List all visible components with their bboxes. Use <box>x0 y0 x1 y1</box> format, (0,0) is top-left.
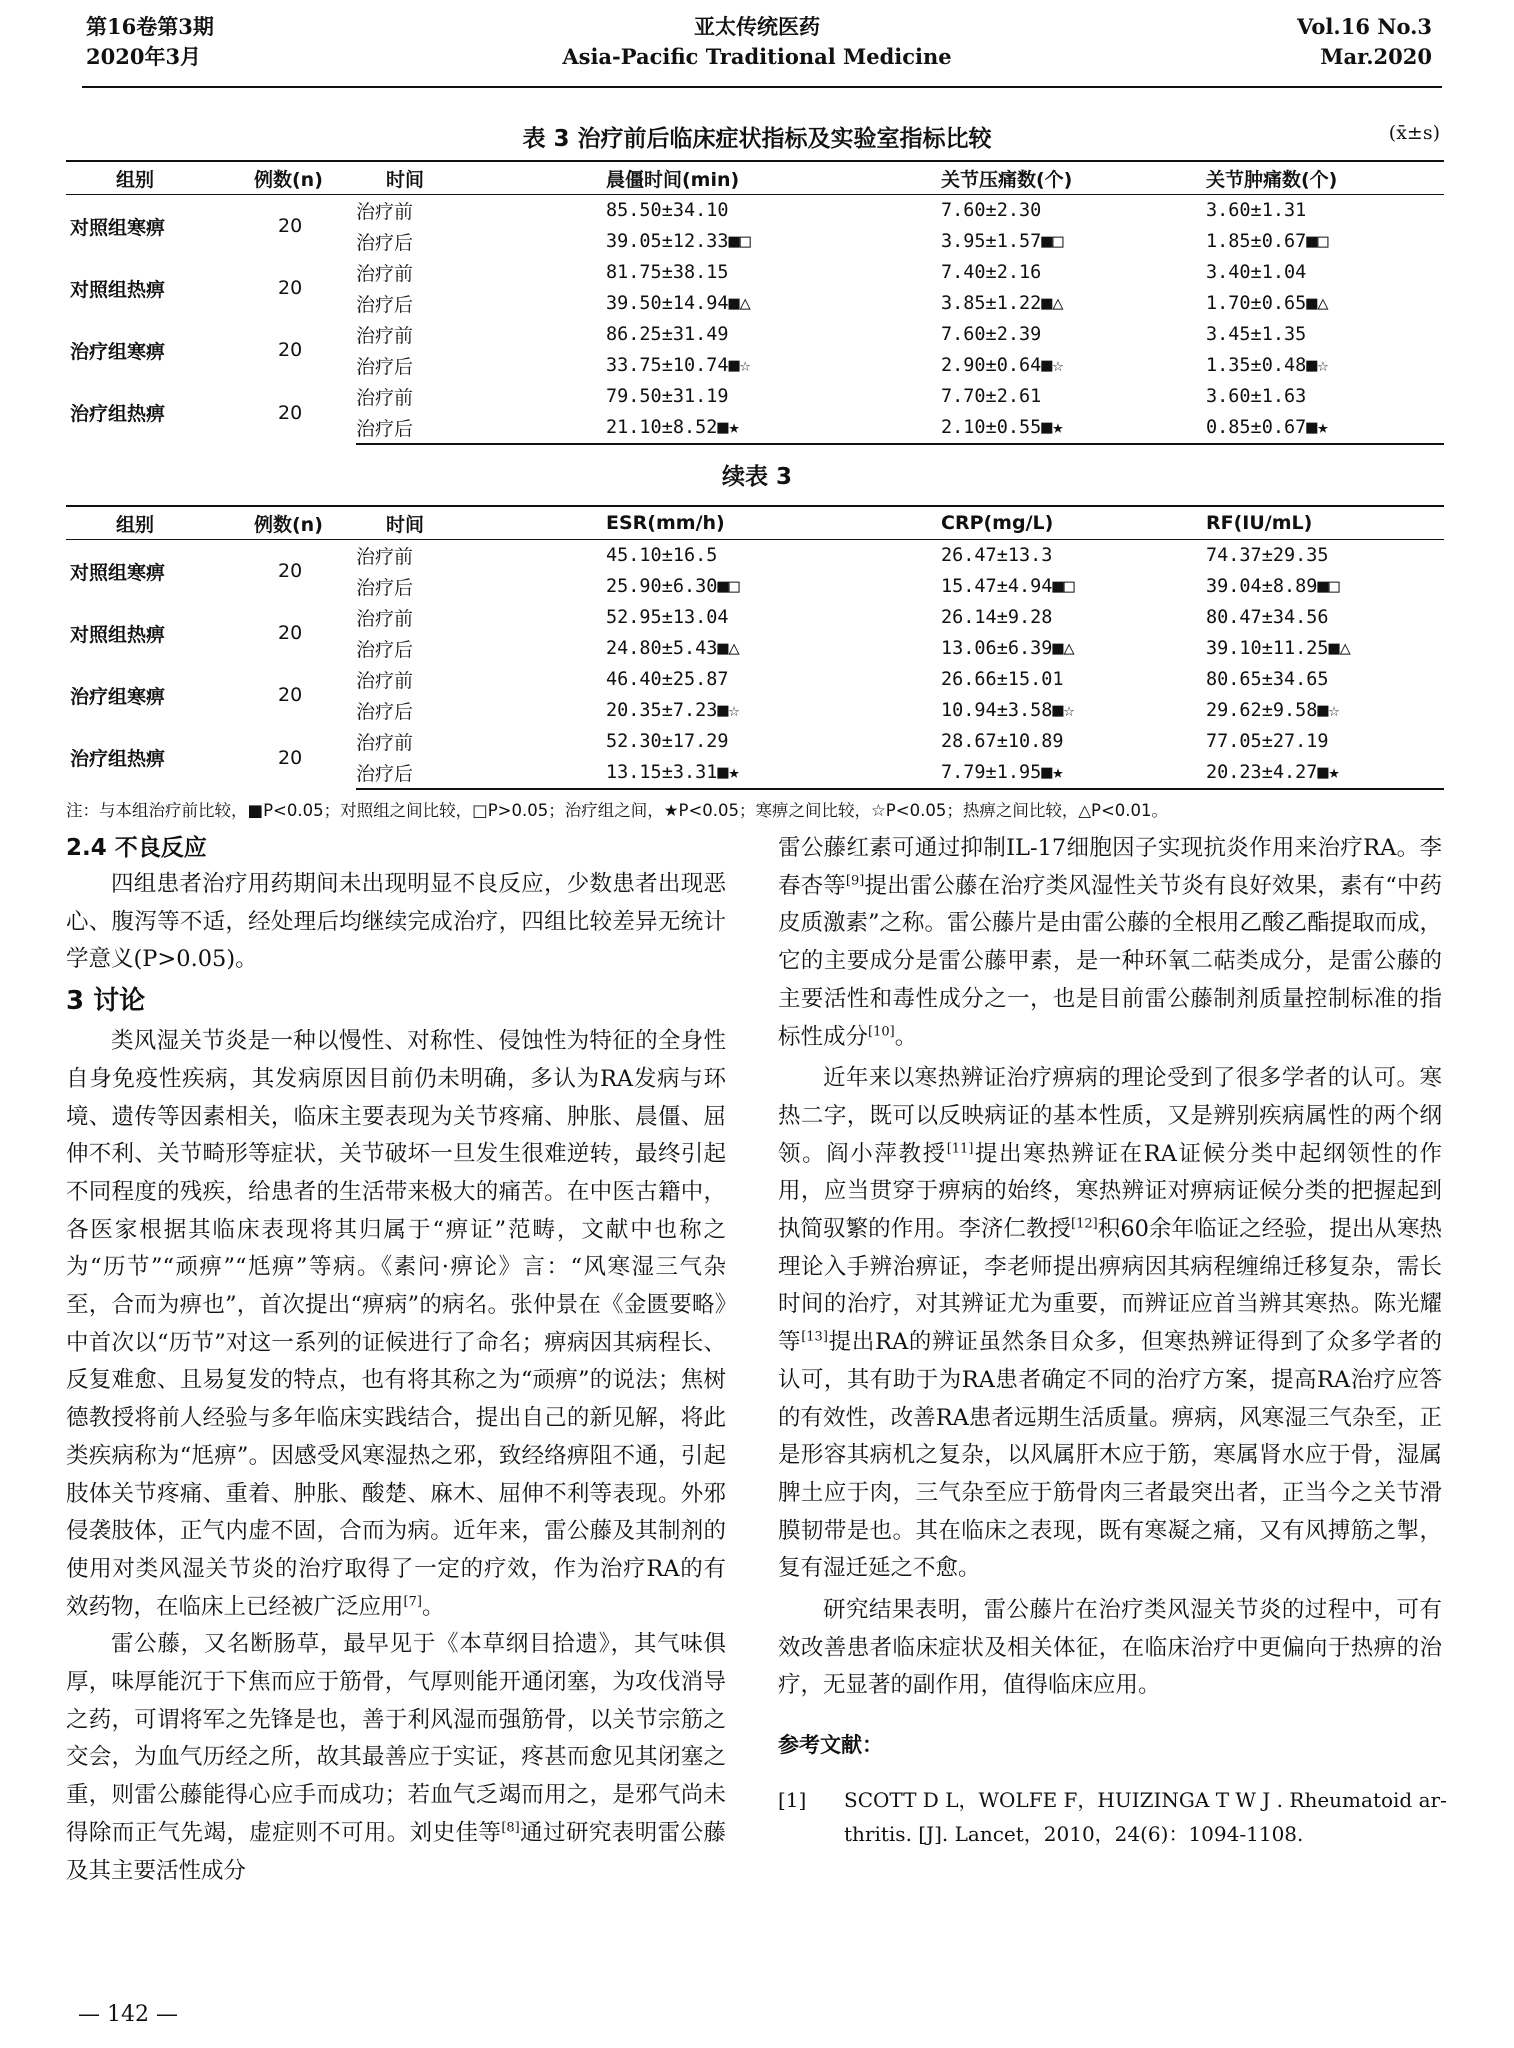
table-row <box>66 664 1444 695</box>
table-header-row <box>66 506 1444 540</box>
time-cell: 治疗后 <box>356 232 414 254</box>
count-cell: 20 <box>278 401 303 424</box>
value-cell-1: 39.05±12.33■□ <box>606 231 751 252</box>
time-cell: 治疗前 <box>356 608 414 630</box>
section-2-4-heading: 2.4 不良反应 <box>66 835 207 861</box>
conclusion-paragraph: 研究结果表明，雷公藤片在治疗类风湿关节炎的过程中，可有效改善患者临床症状及相关体征，在临床治疗中更偏向于热痹的治疗，无显著的副作用，值得临床应用。 <box>778 1597 1442 1699</box>
table-3 <box>66 160 1444 445</box>
paragraph-text: 提出雷公藤在治疗类风湿性关节炎有良好效果，素有“中药皮质激素”之称。雷公藤片是由雷公藤的全根用乙酸乙酯提取而成，它的主要成分是雷公藤甲素，是一种环氧二萜类成分，是雷公藤的主要活性和毒性成分之一，也是目前雷公藤制剂质量控制标准的指标性成分 <box>778 872 1443 1050</box>
col-header-value-3: RF(IU/mL) <box>1206 506 1444 540</box>
value-cell-1: 46.40±25.87 <box>606 669 729 690</box>
group-name-cell: 对照组热痹 <box>70 623 166 646</box>
value-cell-3: 3.40±1.04 <box>1206 262 1307 283</box>
value-cell-3: 1.85±0.67■□ <box>1206 231 1329 252</box>
value-cell-2: 7.60±2.30 <box>941 200 1042 221</box>
value-cell-2: 13.06±6.39■△ <box>941 638 1075 659</box>
cold-heat-paragraph <box>778 1060 1442 1588</box>
col-header-value-2: 关节压痛数(个) <box>871 161 1206 195</box>
col-header-group: 组别 <box>66 161 236 195</box>
citation-ref: [9] <box>845 873 865 889</box>
value-cell-3: 3.45±1.35 <box>1206 324 1307 345</box>
time-cell: 治疗前 <box>356 387 414 409</box>
group-name-cell: 对照组热痹 <box>70 278 166 301</box>
table-3-continued <box>66 505 1444 790</box>
value-cell-1: 13.15±3.31■★ <box>536 757 871 789</box>
value-cell-3: 80.65±34.65 <box>1206 669 1329 690</box>
value-cell-2: 7.40±2.16 <box>941 262 1042 283</box>
value-cell-3: 74.37±29.35 <box>1206 545 1329 566</box>
time-cell: 治疗前 <box>356 546 414 568</box>
value-cell-2: 26.66±15.01 <box>941 669 1064 690</box>
value-cell-2: 7.60±2.39 <box>941 324 1042 345</box>
journal-title <box>0 12 1514 72</box>
table-row <box>66 381 1444 412</box>
volume-line: Vol.16 No.3 <box>1297 14 1432 39</box>
col-header-value-3: 关节肿痛数(个) <box>1206 161 1444 195</box>
value-cell-2: 26.14±9.28 <box>941 607 1053 628</box>
reference-1 <box>778 1783 1447 1851</box>
value-cell-3: 39.04±8.89■□ <box>1206 576 1340 597</box>
col-header-group: 组别 <box>66 506 236 540</box>
value-cell-2: 7.79±1.95■★ <box>871 757 1206 789</box>
value-cell-3: 1.70±0.65■△ <box>1206 293 1329 314</box>
reference-line-1: SCOTT D L，WOLFE F，HUIZINGA T W J . Rheumatoid ar- <box>844 1787 1447 1812</box>
col-header-count: 例数(n) <box>236 506 356 540</box>
value-cell-3: 0.85±0.67■★ <box>1206 412 1444 444</box>
time-cell: 治疗前 <box>356 263 414 285</box>
value-cell-3: 39.10±11.25■△ <box>1206 638 1351 659</box>
group-name-cell: 对照组寒痹 <box>70 561 166 584</box>
paragraph-end: 。 <box>421 1593 445 1620</box>
paragraph-text: 类风湿关节炎是一种以慢性、对称性、侵蚀性为特征的全身性自身免疫性疾病，其发病原因目前仍未明确，多认为RA发病与环境、遗传等因素相关，临床主要表现为关节疼痛、肿胀、晨僵、屈伸不利、关节畸形等症状，关节破坏一旦发生很难逆转，最终引起不同程度的残疾，给患者的生活带来极大的痛苦。在中医古籍中，各医家根据其临床表现将其归属于“痹证”范畴，文献中也称之为“历节”“顽痹”“尪痹”等病。《素问·痹论》言：“风寒湿三气杂至，合而为痹也”，首次提出“痹病”的病名。张仲景在《金匮要略》中首次以“历节”对这一系列的证候进行了命名；痹病因其病程长、反复难愈、且易复发的特点，也有将其称之为“顽痹”的说法；焦树德教授将前人经验与多年临床实践结合，提出自己的新见解，将此类疾病称为“尪痹”。因感受风寒湿热之邪，致经络痹阻不通，引起肢体关节疼痛、重着、肿胀、酸楚、麻木、屈伸不利等表现。外邪侵袭肢体，正气内虚不固，合而为病。近年来，雷公藤及其制剂的使用对类风湿关节炎的治疗取得了一定的疗效，作为治疗RA的有效药物，在临床上已经被广泛应用 <box>66 1028 726 1620</box>
group-name-cell: 治疗组寒痹 <box>70 685 166 708</box>
continued-paragraph <box>778 830 1442 1056</box>
col-header-value-1: 晨僵时间(min) <box>536 161 871 195</box>
value-cell-3: 20.23±4.27■★ <box>1206 757 1444 789</box>
reference-number: [1] <box>778 1787 807 1812</box>
time-cell: 治疗后 <box>356 294 414 316</box>
journal-title-cn: 亚太传统医药 <box>694 14 820 39</box>
count-cell: 20 <box>278 746 303 769</box>
citation-ref: [7] <box>403 1594 422 1610</box>
col-header-value-2: CRP(mg/L) <box>871 506 1206 540</box>
count-cell: 20 <box>278 215 303 237</box>
value-cell-1: 21.10±8.52■★ <box>536 412 871 444</box>
value-cell-1: 39.50±14.94■△ <box>606 293 751 314</box>
value-cell-1: 25.90±6.30■□ <box>606 576 740 597</box>
table-unit: (x̄±s) <box>1388 122 1440 144</box>
count-cell: 20 <box>278 560 303 582</box>
value-cell-1: 86.25±31.49 <box>606 324 729 345</box>
paragraph-text: 雷公藤，又名断肠草，最早见于《本草纲目拾遗》，其气味俱厚，味厚能沉于下焦而应于筋骨，气厚则能开通闭塞，为攻伐消导之药，可谓将军之先锋是也，善于利风湿而强筋骨，以关节宗筋之交会，为血气历经之所，故其最善应于实证，疼甚而愈见其闭塞之重，则雷公藤能得心应手而成功；若血气乏竭而用之，是邪气尚未得除而正气先竭，虚症则不可用。刘史佳等 <box>66 1631 726 1846</box>
value-cell-1: 81.75±38.15 <box>606 262 729 283</box>
table-row <box>66 257 1444 288</box>
citation-ref: [10] <box>868 1024 895 1040</box>
time-cell: 治疗前 <box>356 325 414 347</box>
group-name-cell: 治疗组热痹 <box>70 403 166 425</box>
value-cell-1: 33.75±10.74■☆ <box>606 355 751 376</box>
paragraph-end: 通过研究表明雷公藤及其主要活性成分 <box>66 1819 726 1884</box>
value-cell-1: 24.80±5.43■△ <box>606 638 740 659</box>
citation-ref: [11] <box>946 1141 974 1157</box>
count-cell: 20 <box>278 684 303 706</box>
value-cell-2: 2.10±0.55■★ <box>871 412 1206 444</box>
value-cell-1: 45.10±16.5 <box>606 545 718 566</box>
table-continued-title: 续表 3 <box>721 464 792 490</box>
table-row <box>66 540 1444 572</box>
value-cell-1: 20.35±7.23■☆ <box>606 700 740 721</box>
table-row <box>66 319 1444 350</box>
table-note: 注：与本组治疗前比较，■P<0.05；对照组之间比较，□P>0.05；治疗组之间，★P<0.05；寒痹之间比较，☆P<0.05；热痹之间比较，△P<0.01。 <box>66 801 1169 820</box>
time-cell: 治疗后 <box>356 757 536 789</box>
left-column <box>66 830 726 1890</box>
citation-ref: [12] <box>1071 1216 1098 1232</box>
table-row <box>66 195 1444 227</box>
group-name-cell: 治疗组热痹 <box>70 748 166 770</box>
value-cell-3: 80.47±34.56 <box>1206 607 1329 628</box>
col-header-count: 例数(n) <box>236 161 356 195</box>
journal-title-en: Asia-Pacific Traditional Medicine <box>562 44 952 69</box>
value-cell-2: 7.70±2.61 <box>941 386 1042 407</box>
reference-line-2: thritis. [J]. Lancet，2010，24(6)：1094-1108. <box>844 1821 1304 1846</box>
section-3-heading: 3 讨论 <box>66 986 146 1017</box>
value-cell-2: 15.47±4.94■□ <box>941 576 1075 597</box>
date-line: 2020年3月 <box>86 44 202 69</box>
value-cell-2: 26.47±13.3 <box>941 545 1053 566</box>
group-name-cell: 对照组寒痹 <box>70 216 166 239</box>
value-cell-2: 10.94±3.58■☆ <box>941 700 1075 721</box>
value-cell-2: 3.85±1.22■△ <box>941 293 1064 314</box>
time-cell: 治疗后 <box>356 412 536 444</box>
discussion-paragraph-2 <box>66 1626 726 1890</box>
value-cell-3: 1.35±0.48■☆ <box>1206 355 1329 376</box>
count-cell: 20 <box>278 339 303 361</box>
month-line: Mar.2020 <box>1320 44 1432 69</box>
citation-ref: [13] <box>801 1329 828 1345</box>
journal-issue-en <box>1297 12 1432 72</box>
discussion-paragraph-1 <box>66 1023 726 1626</box>
time-cell: 治疗前 <box>356 732 414 754</box>
col-header-time: 时间 <box>356 161 536 195</box>
table-row <box>66 726 1444 757</box>
value-cell-1: 52.30±17.29 <box>606 731 729 752</box>
time-cell: 治疗后 <box>356 639 414 661</box>
value-cell-3: 29.62±9.58■☆ <box>1206 700 1340 721</box>
time-cell: 治疗前 <box>356 670 414 692</box>
header-rule <box>82 86 1442 88</box>
page-number: — 142 — <box>78 2002 178 2027</box>
value-cell-3: 3.60±1.63 <box>1206 386 1307 407</box>
count-cell: 20 <box>278 622 303 644</box>
group-name-cell: 治疗组寒痹 <box>70 340 166 363</box>
time-cell: 治疗后 <box>356 356 414 378</box>
table-title: 表 3 治疗前后临床症状指标及实验室指标比较 <box>522 126 992 152</box>
table-header-row <box>66 161 1444 195</box>
col-header-time: 时间 <box>356 506 536 540</box>
value-cell-3: 77.05±27.19 <box>1206 731 1329 752</box>
time-cell: 治疗前 <box>356 201 414 223</box>
paragraph-text: 雷公藤红素可通过抑制IL-17细胞因子实现抗炎作用来治疗RA。李春杏等 <box>778 835 1442 899</box>
time-cell: 治疗后 <box>356 577 414 599</box>
right-column <box>778 830 1447 1851</box>
value-cell-1: 52.95±13.04 <box>606 607 729 628</box>
count-cell: 20 <box>278 277 303 299</box>
paragraph-text: 提出寒热辨证在RA证候分类中起纲领性的作用，应当贯穿于痹病的始终，寒热辨证对痹病证候分类的把握起到执简驭繁的作用。李济仁教授 <box>778 1140 1442 1243</box>
value-cell-2: 2.90±0.64■☆ <box>941 355 1064 376</box>
table-row <box>66 602 1444 633</box>
value-cell-1: 79.50±31.19 <box>606 386 729 407</box>
value-cell-2: 28.67±10.89 <box>941 731 1064 752</box>
issue-line: 第16卷第3期 <box>86 14 214 39</box>
citation-ref: [8] <box>501 1820 520 1836</box>
references-heading: 参考文献： <box>778 1733 883 1758</box>
paragraph-text: 提出RA的辨证虽然条目众多，但寒热辨证得到了众多学者的认可，其有助于为RA患者确定不同的治疗方案，提高RA治疗应答的有效性，改善RA患者远期生活质量。痹病，风寒湿三气杂至，正是形容其病机之复杂，以风属肝木应于筋，寒属肾水应于骨，湿属脾土应于肉，三气杂至应于筋骨肉三者最突出者，正当今之关节滑膜韧带是也。其在临床之表现，既有寒凝之痛，又有风搏筋之掣，复有湿迁延之不愈。 <box>778 1329 1442 1582</box>
value-cell-2: 3.95±1.57■□ <box>941 231 1064 252</box>
adverse-reaction-paragraph: 四组患者治疗用药期间未出现明显不良反应，少数患者出现恶心、腹泻等不适，经处理后均继续完成治疗，四组比较差异无统计学意义(P>0.05)。 <box>66 871 726 973</box>
paragraph-text: 近年来以寒热辨证治疗痹病的理论受到了很多学者的认可。寒热二字，既可以反映病证的基本性质，又是辨别疾病属性的两个纲领。阎小萍教授 <box>778 1065 1442 1167</box>
paragraph-text: 积60余年临证之经验，提出从寒热理论入手辨治痹证，李老师提出痹病因其病程缠绵迁移复杂，需长时间的治疗，对其辨证尤为重要，而辨证应首当辨其寒热。陈光耀等 <box>778 1216 1442 1356</box>
col-header-value-1: ESR(mm/h) <box>536 506 871 540</box>
time-cell: 治疗后 <box>356 701 414 723</box>
value-cell-3: 3.60±1.31 <box>1206 200 1307 221</box>
paragraph-end: 。 <box>894 1023 918 1050</box>
value-cell-1: 85.50±34.10 <box>606 200 729 221</box>
